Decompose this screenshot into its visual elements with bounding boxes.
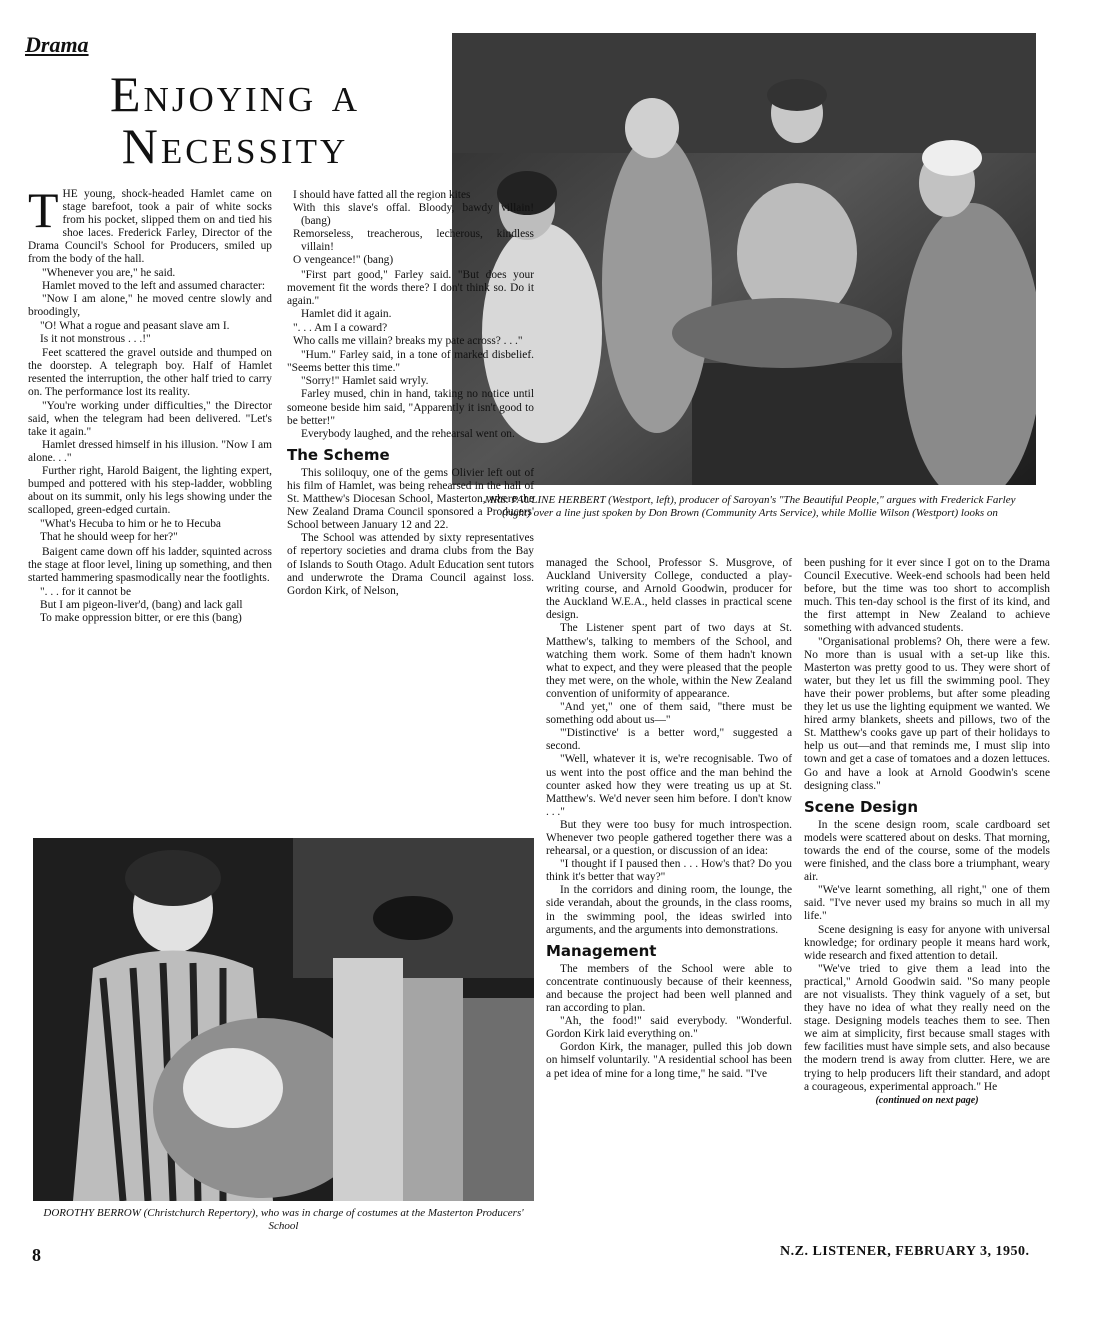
paragraph: "I thought if I paused then . . . How's that? Do you think it's better that way?" xyxy=(546,858,792,884)
verse-line: ". . . Am I a coward? xyxy=(293,321,388,334)
verse-line: I should have fatted all the region kites xyxy=(293,189,471,201)
paragraph: But they were too busy for much introspection. Whenever two people gathered together there was a rehearsal, or a question, or discussion of an idea: xyxy=(546,818,792,858)
photo-costumes-caption: DOROTHY BERROW (Christchurch Repertory), who was in charge of costumes at the Masterton Producers' School xyxy=(43,1207,524,1232)
verse-line: But I am pigeon-liver'd, (bang) and lack gall xyxy=(40,598,243,611)
masthead-date: N.Z. LISTENER, FEBRUARY 3, 1950. xyxy=(780,1244,1030,1259)
photo-rehearsal-caption: MRS. PAULINE HERBERT (Westport, left), producer of Saroyan's "The Beautiful People," argues with Frederick Farley (right) over a line just spoken by Don Brown (Community Arts Service), while Mollie Wilson (Westport) looks on xyxy=(484,494,1016,519)
paragraph: In the scene design room, scale cardboard set models were scattered about on desks. That morning, towards the end of the course, some of the models were finished, and the class bore a triumphant, weary air. xyxy=(804,818,1050,884)
paragraph: been pushing for it ever since I got on to the Drama Council Executive. Week-end schools had been held before, but the time was too short to accomplish much. This ten-day school is the first of its kind, and the first attempt in New Zealand to achieve something with advanced students. xyxy=(804,557,1050,635)
paragraph: Farley mused, chin in hand, taking no notice until someone beside him said, "Apparently it isn't good to be better!" xyxy=(287,388,534,427)
verse-line: O vengeance!" (bang) xyxy=(293,254,394,267)
paragraph: "Hum." Farley said, in a tone of marked disbelief. "Seems better this time." xyxy=(287,349,534,375)
verse-line: Is it not monstrous . . .!" xyxy=(40,333,151,346)
section-heading-scheme: The Scheme xyxy=(287,445,390,464)
page-number: 8 xyxy=(32,1245,41,1265)
column-2 xyxy=(287,188,534,598)
photo-rehearsal xyxy=(452,33,1036,485)
section-kicker: Drama xyxy=(25,32,89,57)
verse-quote xyxy=(293,189,534,268)
headline xyxy=(25,68,445,172)
paragraph: Scene designing is easy for anyone with universal knowledge; for ordinary people it means hard work, wide research and fixed attention to detail. xyxy=(804,923,1050,962)
verse-line: With this slave's offal. Bloody, bawdy villain! (bang) xyxy=(293,202,534,228)
verse-line: That he should weep for her?" xyxy=(40,531,178,544)
paragraph: The Listener spent part of two days at St. Matthew's, talking to members of the School, and watching them work. Some of them hadn't known what to expect, and they were pleased that the people they met were, on the whole, within the New Zealand convention of uniformity of appearance. xyxy=(546,622,792,700)
paragraph: "Organisational problems? Oh, there were a few. No more than is usual with a set-up like this. Masterton was pretty good to us. They were short of water, but they let us fill the swimming pool. They have their power problems, but after some pleading they let us use the lighting equipment we wanted. We hired army blankets, sheets and pillows, two of the St. Matthew's cooks gave up part of their holidays to help us out—and that reminds me, I must slip into town and get a case of tomatoes and a dozen lettuces. Go and have a look at Arnold Goodwin's scene designing class." xyxy=(804,635,1050,792)
verse-line: Who calls me villain? breaks my pate across? . . ." xyxy=(293,335,523,348)
paragraph: Further right, Harold Baigent, the lighting expert, bumped and pottered with his step-ladder, wobbling about on its summit, only his legs showing under the scalloped, green-edged curtain. xyxy=(28,464,272,517)
paragraph: In the corridors and dining room, the lounge, the side verandah, about the grounds, in the class rooms, in the swimming pool, the ideas swirled into arguments, and the arguments into demonstrations. xyxy=(546,884,792,936)
photo-costumes xyxy=(33,838,534,1201)
paragraph: This soliloquy, one of the gems Olivier left out of his film of Hamlet, was being rehearsed in the hall of St. Matthew's Diocesan School, Masterton, where the New Zealand Drama Council sponsored a Producers' School between January 12 and 22. xyxy=(287,466,534,532)
verse-line: ". . . for it cannot be xyxy=(40,585,132,598)
paragraph: Everybody laughed, and the rehearsal went on. xyxy=(301,427,515,440)
paragraph: "Now I am alone," he moved centre slowly and broodingly, xyxy=(28,292,272,318)
verse-line: Remorseless, treacherous, lecherous, kindless villain! xyxy=(293,228,534,254)
column-4 xyxy=(804,557,1050,1107)
verse-quote xyxy=(40,518,272,544)
verse-quote xyxy=(40,586,272,625)
paragraph: "We've tried to give them a lead into the practical," Arnold Goodwin said. "So many people are not visualists. They think vaguely of a set, but they have no idea of what they really need on the stage. Designing models teaches them to see. Then we aim at simplicity, first because small stages with few facilities must have simple sets, and also because the modern trend is away from clutter. Here, we are trying to help producers lift their standard, and adopt a courageous, experimental approach." He xyxy=(804,962,1050,1093)
section-heading-management: Management xyxy=(546,941,657,960)
verse-line: To make oppression bitter, or ere this (bang) xyxy=(40,612,242,624)
paragraph: "We've learnt something, all right," one of them said. "I've never used my brains so much in all my life." xyxy=(804,884,1050,923)
photo-rehearsal-image xyxy=(452,33,1036,485)
paragraph: "And yet," one of them said, "there must be something odd about us—" xyxy=(546,701,792,727)
lead-text: HE young, shock-headed Hamlet came on stage barefoot, took a pair of white socks from his pocket, slipped them on and tied his shoe laces. Frederick Farley, Director of the Drama Council's School for Producers, smiled up from the body of the hall. xyxy=(28,188,272,266)
paragraph: The members of the School were able to concentrate continuously because of their keenness, and because the project had been well planned and ran according to plan. xyxy=(546,962,792,1015)
paragraph: "Sorry!" Hamlet said wryly. xyxy=(301,375,429,388)
paragraph: "First part good," Farley said. "But does your movement fit the words there? I don't think so. Do it again." xyxy=(287,268,534,307)
paragraph: managed the School, Professor S. Musgrove, of Auckland University College, conducted a play-writing course, and Arnold Goodwin, producer for the Auckland W.E.A., held classes in practical scene design. xyxy=(546,557,792,622)
column-3 xyxy=(546,557,792,1081)
paragraph: "Well, whatever it is, we're recognisable. Two of us went into the post office and the man behind the counter asked how they were treating us up at St. Matthew's. We'd never seen him before. I don't know . . ." xyxy=(546,753,792,818)
column-1 xyxy=(28,182,272,626)
paragraph: Hamlet dressed himself in his illusion. "Now I am alone. . ." xyxy=(28,438,272,464)
paragraph: Hamlet moved to the left and assumed character: xyxy=(42,279,265,292)
paragraph: Feet scattered the gravel outside and thumped on the doorstep. A telegraph boy. Half of Hamlet resented the interruption, the other half tried to carry on. The performance lost its reality. xyxy=(28,347,272,399)
photo-costumes-image xyxy=(33,838,534,1201)
continued-note: (continued on next page) xyxy=(875,1094,979,1106)
lead-paragraph xyxy=(28,182,272,267)
drop-cap: T xyxy=(28,182,59,238)
headline-line-1: Enjoying a xyxy=(110,66,360,122)
paragraph: "Ah, the food!" said everybody. "Wonderful. Gordon Kirk laid everything on." xyxy=(546,1015,792,1041)
headline-line-2: Necessity xyxy=(121,118,349,174)
section-heading-scene-design: Scene Design xyxy=(804,797,919,816)
verse-line: "O! What a rogue and peasant slave am I. xyxy=(40,319,230,332)
paragraph: The School was attended by sixty representatives of repertory societies and drama clubs from the Bay of Islands to South Otago. Adult Education sent tutors and underwrote the Drama Council against loss. Gordon Kirk, of Nelson, xyxy=(287,532,534,597)
paragraph: "You're working under difficulties," the Director said, when the telegram had been delivered. "Let's take it again." xyxy=(28,399,272,438)
paragraph: "Whenever you are," he said. xyxy=(42,266,176,279)
verse-quote xyxy=(293,322,534,348)
paragraph: Gordon Kirk, the manager, pulled this job down on himself voluntarily. "A residential school has been a pet idea of mine for a long time," he said. "I've xyxy=(546,1041,792,1080)
verse-line: "What's Hecuba to him or he to Hecuba xyxy=(40,518,221,531)
paragraph: "'Distinctive' is a better word," suggested a second. xyxy=(546,727,792,753)
verse-quote xyxy=(40,320,272,346)
paragraph: Baigent came down off his ladder, squinted across the stage at floor level, lining up something, and then started hammering spasmodically near the footlights. xyxy=(28,545,272,584)
paragraph: Hamlet did it again. xyxy=(301,307,392,320)
